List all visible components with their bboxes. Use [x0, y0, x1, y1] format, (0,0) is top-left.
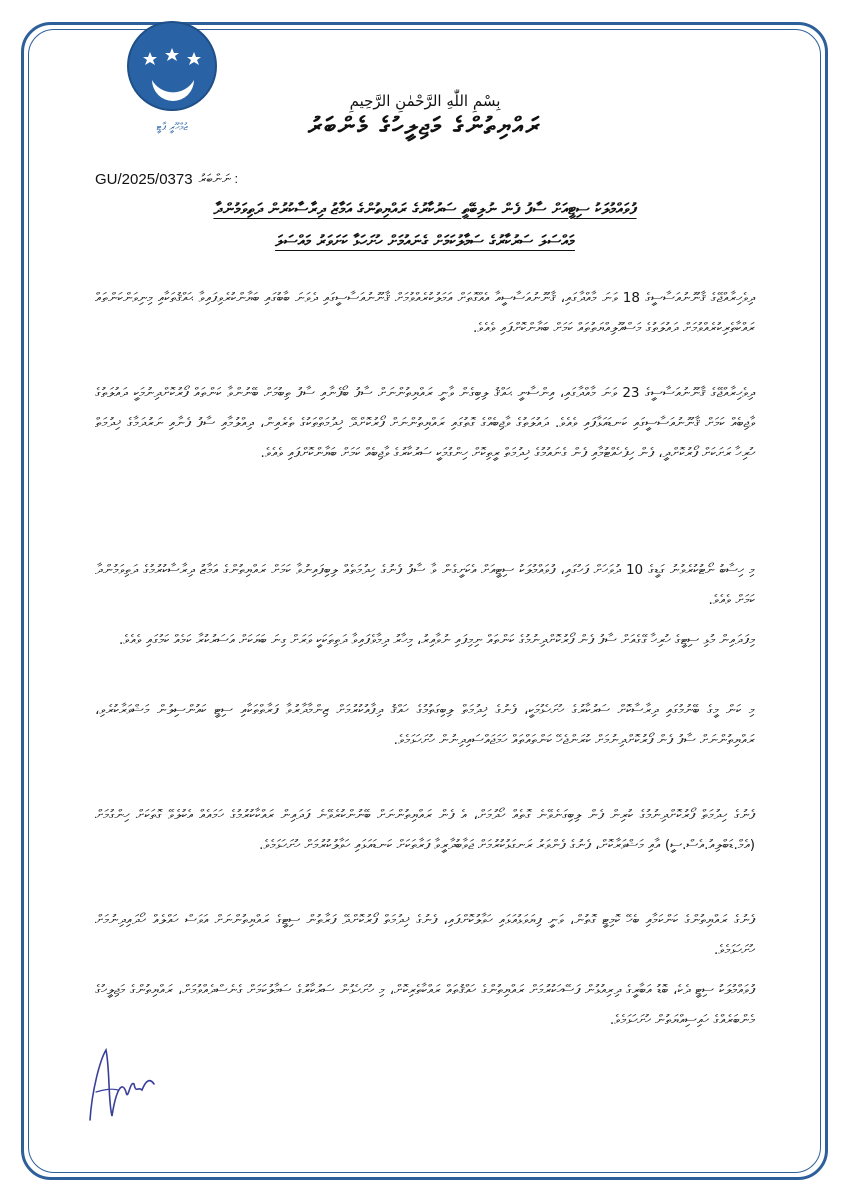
reference-label: : ނަންބަރު [198, 171, 239, 186]
paragraph-4: މިފަދައިން މުޅި ސިޓީގެ ހުރިހާ ގޭގެއަށް ސާފު ފެން ފޯރުކޮށްދިނުމުގެ ކަންތައް ނިމިފައި ނުވާއިރު، މިހާރު ދިމާވެފައިވާ ދަތިތަކަކީ ވަރަށް ގިނަ ބަޔަކަށް އަސަރުކުރާ ކަމެއް ކަމުގައި ވެއެވެ. [118, 632, 755, 648]
document-title-line-1: ފުވައްމުލަކު ސިޓީއަށް ސާފު ފެން ނުލިބޭތީ ސަރުކާރުގެ ރައްޔިތުންގެ އަމާޒު ދިރާސާކުރުން ދަތިވަމުންދާ [213, 200, 637, 218]
paragraph-8: ފުވައްމުލަކު ސިޓީ ދެކެ، ބޮޑު އަބާރީގެ ދިރިއުޅުން ފަސޭހަކުރުމަށް ރައްޔިތުންގެ ހައްޤުތައް ރައްކާތެރިކޮށް، މި ހުށަހެޅުން ސަރުކާރުގެ ސަމާލުކަމަށް ގެނެސްދެއްވުމަށް، ރައްޔިތުންގެ މަޖިލީހުގެ މެންބަރެއްގެ ހައިސިއްޔަތުން ހުށަހަޅަމެވެ. [95, 982, 755, 1028]
reference-line [95, 168, 275, 190]
reference-number: GU/2025/0373 [95, 170, 193, 188]
paragraph-6: ފެނުގެ ހިދުމަތް ފޯރުކޮށްދިނުމުގެ ކުރިން ފެން ލިބިގަނެވޭނެ ގޮތެއް ހޯދުމަށް، އެ ފެން ރައްޔިތުންނަށް ބޭނުންކުރެވޭނެ ފަދައިން ރައްކާކުރުމުގެ ހަމައެއް އެކުލެވޭ ގޮތަކަށް ހިންގުމަށް (އެމް.ޑަބްލިއު.އެސް.ސީ) އާއި މަޝްވަރާކޮށް، ފެނުގެ ފެންވަރު ރަނގަޅުކުރުމަށް ޖަވާބުދާރީވާ ފަރާތަކަށް ކަނޑައަޅައި ހަވާލުކުރުމަށް ހުށަހަޅަމެވެ. [95, 807, 755, 853]
bismillah: بِسْمِ اللّٰهِ الرَّحْمٰنِ الرَّحِيمِ [349, 92, 501, 110]
party-logo [122, 18, 222, 146]
paragraph-1: ދިވެހިރާއްޖޭގެ ޤާނޫނުއަސާސީގެ 18 ވަނަ މާއްދާގައި، ޤާނޫނުއަސާސީއާ އެއްގޮތަށް އަމަލުކުރެއްވުމަށް ޤާނޫނުއަސާސީގައި ދެވަނަ ބާބުގައި ބަޔާންކުރެވިފައިވާ ޙައްޤުތަކާއި މިނިވަންކަންތައް ރައްކާތެރިކުރެއްވުމަށް ދައުލަތުގެ މަސްއޫލިއްޔަތުތައް ކަމަށް ބަޔާންކޮށްފައި ވެއެވެ. [95, 290, 755, 336]
paragraph-3: މި ހިސާބު ނޯޓުކުރެވުނު ގަޑީގެ 10 ދުވަހަށް ފަހުގައި، ފުވައްމުލަކު ސިޓީއަށް އެކަށީގެން ވާ ސާފު ފެނުގެ ހިދުމަތެއް ލިބިފައިނުވާ ކަމަށް ރައްޔިތުންގެ އަމާޒު ދިރާސާކުރުމުގެ ދަތިވަމުންދާ ކަމަށް ވެއެވެ. [95, 562, 755, 608]
paragraph-5: މި ކަން މީގެ ބޭނުމުގައި ދިރާސާކޮށް ސަރުކާރުގެ ހުށަހެޅުމަކީ، ފެނުގެ ޚިދުމަތް ލިބިގަތުމުގެ ހައްޤު ދިފާއުކުރުމަށް ޒިންމާދާރުވާ ފަރާތްތަކާއި ސިޓީ ކައުންސިލުން މަޝްވަރާކުރެވި، ރައްޔިތުންނަށް ސާފު ފެން ފޯރުކޮށްދިނުމަށް ކުރަންޖެހޭ ކަންތައްތައް ހަމަޖައްސައިދިނުން ހުށަހަޅަމެވެ. [95, 702, 755, 748]
paragraph-7: ފެނުގެ ރައްޔިތުންގެ ކަންކަމާއި ބެހޭ ކޮމިޓީ ގޮތުން، ވަނީ ފިޔަވަޅުއަޅައި ހަވާލުކޮށްފައި، ފެނުގެ ޚިދުމަތް ފޯރުކޮށްދޭ ފަރާތުން ސިޓީގެ ރައްޔިތުންނަށް އަވަސް ހައްލެއް ހޯދައިދިނުމަށް ހުށަހަޅަމެވެ. [95, 912, 755, 958]
document-title-line-2: މައްސަލަ ސަރުކާރުގެ ސަމާލުކަމަށް ގެނައުމަށް ހުށަހަޅާ ކަށަވަރު މައްސަލަ [275, 232, 575, 250]
letterhead-title: ރައްޔިތުންގެ މަޖިލީހުގެ މެންބަރު [308, 112, 542, 140]
handwritten-signature [82, 1020, 162, 1130]
logo-caption: ޖުމްހޫރީ ޕާޓީ [156, 122, 188, 133]
paragraph-2: ދިވެހިރާއްޖޭގެ ޤާނޫނުއަސާސީގެ 23 ވަނަ މާއްދާގައި، އިންސާނީ ޙައްޤު ލިބިގެން ވާނީ ރައްޔިތުންނަށް ސާފު ބޯފެނާއި ސާފު ތިބުމަށް ބޭނުންވާ ކަންތައް ފޯރުކޮށްދިނުމަކީ ދައުލަތުގެ ވާޖިބެއް ކަމަށް ޤާނޫނުއަސާސީގައި ކަނޑައަޅާފައި ވެއެވެ. ދައުލަތުގެ ވާޖިބެއްގެ ގޮތުގައި ރައްޔިތުންނަށް ފޯރުކޮށްދޭ ޚިދުމަތްތަކުގެ ތެރެއިން، ދިއްލުމާއި ސާފު ފެނާއި ނަރުދަމާގެ ޚިދުމަތް ހުރިހާ ރަށަކަށް ފޯރުކޮށްދީ، ފެން ހިފެހެއްޓުމާއި ފެން ގެނައުމުގެ ޚިދުމަތް ރީތިކޮށް ހިންގުމަކީ ސަރުކާރުގެ ވާޖިބެއް ކަމަށް ބަޔާންކޮށްފައި ވެއެވެ. [95, 385, 755, 461]
